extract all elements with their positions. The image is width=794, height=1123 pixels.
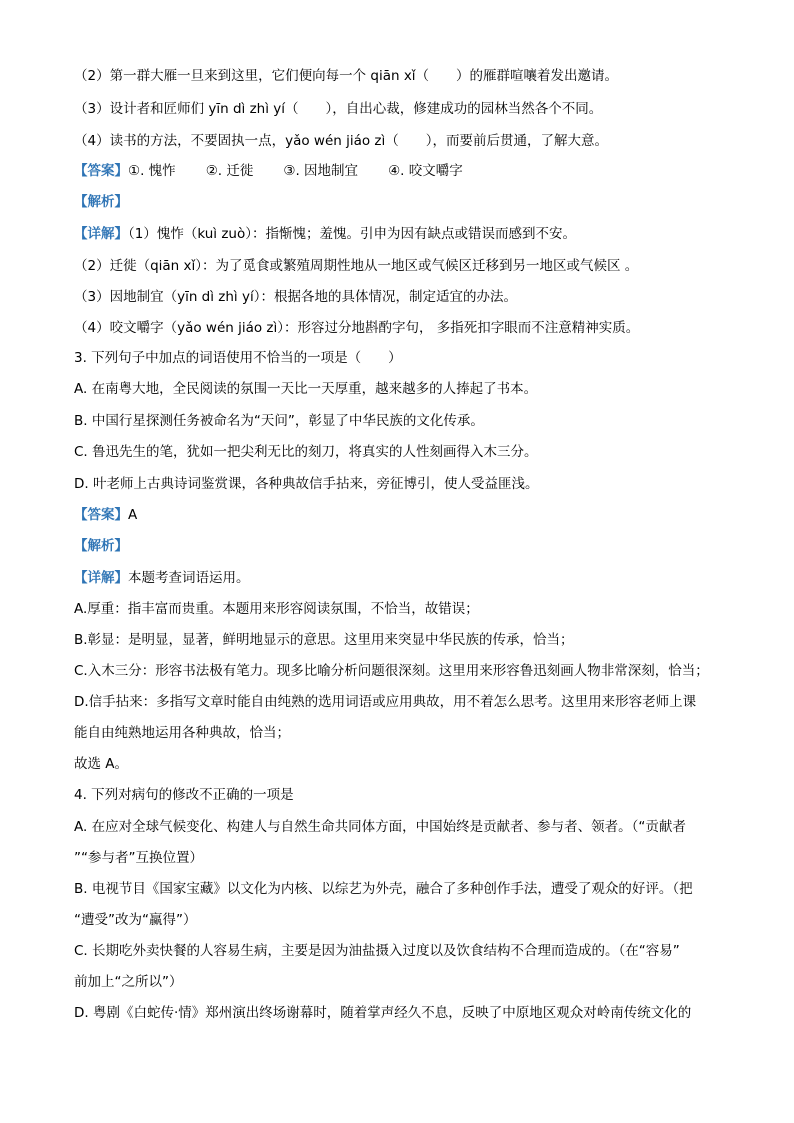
q3-explanation-d-text-1: D.信手拈来：多指写文章时能自由纯熟的选用词语或应用典故，用不着怎么思考。这里用来形容老师上课 xyxy=(74,694,697,710)
q3-answer xyxy=(74,505,734,525)
answer-item-1: ①. 愧怍 xyxy=(128,163,176,179)
q3-stem-text: 3. 下列句子中加点的词语使用不恰当的一项是（ ） xyxy=(74,350,402,366)
answer-tag: 【答案】 xyxy=(74,507,128,523)
q2-item-3-text: （3）设计者和匠师们 yīn dì zhì yí（ ），自出心裁，修建成功的园林当然各个不同。 xyxy=(74,101,603,117)
answer-item-4: ④. 咬文嚼字 xyxy=(388,163,463,179)
q4-option-d-line1 xyxy=(74,1003,734,1023)
q3-option-d xyxy=(74,474,734,494)
q4-option-a-text-2: ”“参与者”互换位置） xyxy=(74,850,203,866)
q4-option-a-line2 xyxy=(74,848,734,868)
q2-detail-3 xyxy=(74,287,734,307)
q2-item-4 xyxy=(74,131,734,151)
q2-detail-2 xyxy=(74,256,734,276)
q2-answer xyxy=(74,161,734,181)
analysis-tag: 【解析】 xyxy=(74,194,128,210)
q3-option-b xyxy=(74,411,734,431)
q3-conclusion-text: 故选 A。 xyxy=(74,756,129,772)
q3-detail-intro-text: 本题考查词语运用。 xyxy=(128,570,250,586)
answer-item-2: ②. 迁徙 xyxy=(205,163,254,179)
q4-option-b-line1 xyxy=(74,879,734,899)
q4-option-c-text-2: 前加上“之所以”） xyxy=(74,974,183,990)
q4-option-b-line2 xyxy=(74,910,734,930)
q3-explanation-d-line1 xyxy=(74,692,734,712)
q2-detail-1 xyxy=(74,224,734,244)
q2-item-4-text: （4）读书的方法，不要固执一点，yǎo wén jiáo zì（ ），而要前后贯通，了解大意。 xyxy=(74,133,609,149)
detail-line-3: （3）因地制宜（yīn dì zhì yí）：根据各地的具体情况，制定适宜的办法。 xyxy=(74,289,517,305)
q3-explanation-d-text-2: 能自由纯熟地运用各种典故，恰当； xyxy=(74,725,290,741)
detail-line-1: （1）愧怍（kuì zuò）：指惭愧；羞愧。引申为因有缺点或错误而感到不安。 xyxy=(128,226,576,242)
q3-explanation-a xyxy=(74,599,734,619)
q3-explanation-b xyxy=(74,630,734,650)
q3-explanation-c-text: C.入木三分：形容书法极有笔力。现多比喻分析问题很深刻。这里用来形容鲁迅刻画人物非常深刻，恰当； xyxy=(74,663,709,679)
q3-stem xyxy=(74,348,734,368)
q3-explanation-b-text: B.彰显：是明显，显著，鲜明地显示的意思。这里用来突显中华民族的传承，恰当； xyxy=(74,632,574,648)
detail-line-2: （2）迁徙（qiān xǐ）：为了觅食或繁殖周期性地从一地区或气候区迁移到另一地区或气候区 。 xyxy=(74,258,639,274)
q2-item-2 xyxy=(74,66,734,86)
q4-option-a-line1 xyxy=(74,817,734,837)
q3-explanation-a-text: A.厚重：指丰富而贵重。本题用来形容阅读氛围，不恰当，故错误； xyxy=(74,601,479,617)
answer-item-3: ③. 因地制宜 xyxy=(283,163,359,179)
q3-option-b-text: B. 中国行星探测任务被命名为“天问”，彰显了中华民族的文化传承。 xyxy=(74,413,484,429)
analysis-tag: 【解析】 xyxy=(74,538,128,554)
detail-tag: 【详解】 xyxy=(74,570,128,586)
q4-option-c-line2 xyxy=(74,972,734,992)
q3-option-a xyxy=(74,379,734,399)
q2-item-3 xyxy=(74,99,734,119)
q3-option-a-text: A. 在南粤大地，全民阅读的氛围一天比一天厚重，越来越多的人捧起了书本。 xyxy=(74,381,538,397)
q3-option-d-text: D. 叶老师上古典诗词鉴赏课，各种典故信手拈来，旁征博引，使人受益匪浅。 xyxy=(74,476,539,492)
q3-option-c xyxy=(74,442,734,462)
q4-option-b-text-2: “遭受”改为“赢得”） xyxy=(74,912,197,928)
q3-answer-value: A xyxy=(128,507,138,523)
q2-detail-4 xyxy=(74,318,734,338)
detail-tag: 【详解】 xyxy=(74,226,128,242)
q2-item-2-text: （2）第一群大雁一旦来到这里，它们便向每一个 qiān xǐ（ ）的雁群喧嚷着发出邀请。 xyxy=(74,68,619,84)
q3-detail-intro xyxy=(74,568,734,588)
q4-option-a-text-1: A. 在应对全球气候变化、构建人与自然生命共同体方面，中国始终是贡献者、参与者、领者。（“贡献者 xyxy=(74,819,686,835)
q3-analysis-heading xyxy=(74,536,734,556)
detail-line-4: （4）咬文嚼字（yǎo wén jiáo zì）：形容过分地斟酌字句， 多指死扣字眼而不注意精神实质。 xyxy=(74,320,640,336)
q4-option-c-line1 xyxy=(74,941,734,961)
q4-option-c-text-1: C. 长期吃外卖快餐的人容易生病，主要是因为油盐摄入过度以及饮食结构不合理而造成的。（在“容易” xyxy=(74,943,680,959)
q3-explanation-c xyxy=(74,661,734,681)
q4-option-b-text-1: B. 电视节目《国家宝藏》以文化为内核、以综艺为外壳，融合了多种创作手法，遭受了观众的好评。（把 xyxy=(74,881,693,897)
q4-stem xyxy=(74,785,734,805)
q3-conclusion xyxy=(74,754,734,774)
q4-stem-text: 4. 下列对病句的修改不正确的一项是 xyxy=(74,787,294,803)
answer-tag: 【答案】 xyxy=(74,163,128,179)
q2-analysis-heading xyxy=(74,192,734,212)
q4-option-d-text-1: D. 粤剧《白蛇传·情》郑州演出终场谢幕时，随着掌声经久不息，反映了中原地区观众对岭南传统文化的 xyxy=(74,1005,692,1021)
q3-option-c-text: C. 鲁迅先生的笔，犹如一把尖利无比的刻刀，将真实的人性刻画得入木三分。 xyxy=(74,444,538,460)
q3-explanation-d-line2 xyxy=(74,723,734,743)
